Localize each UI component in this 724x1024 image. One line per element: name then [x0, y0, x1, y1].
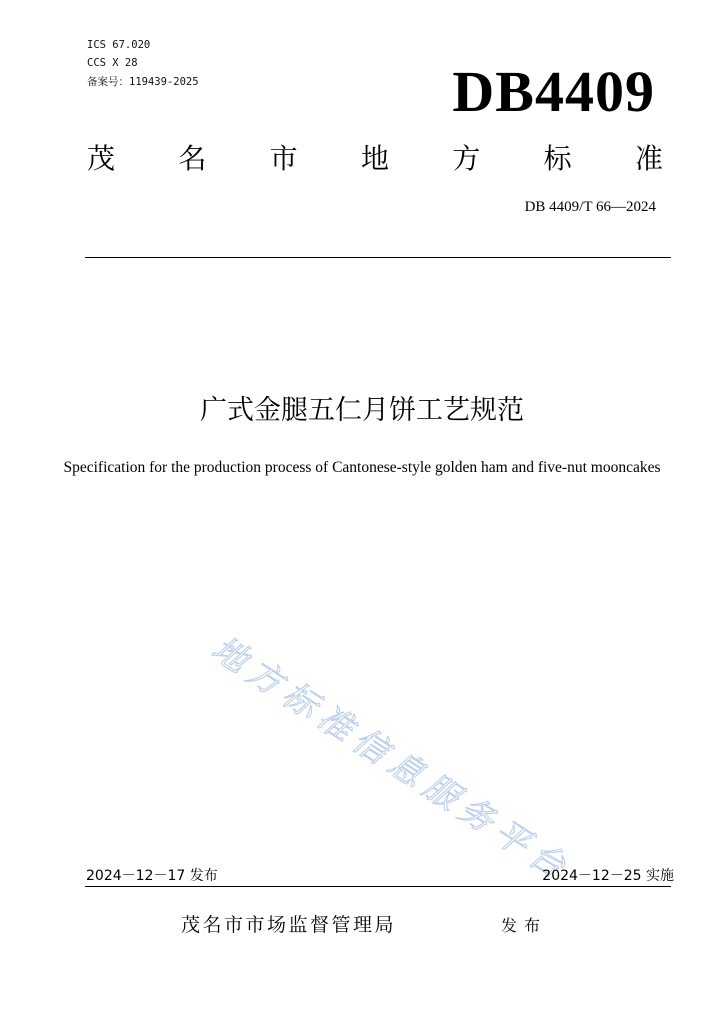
footer-divider — [85, 886, 671, 887]
standard-type-heading — [87, 140, 663, 178]
standard-type-char: 方 — [452, 142, 481, 175]
record-number: 备案号：119439-2025 — [87, 76, 199, 88]
issue-label: 发布 — [501, 916, 548, 935]
standard-code-heading: DB4409 — [452, 59, 655, 124]
standard-type-char: 准 — [634, 142, 663, 175]
standard-type-char: 茂 — [87, 142, 116, 175]
document-title-chinese: 广式金腿五仁月饼工艺规范 — [200, 395, 524, 426]
standard-type-char: 地 — [360, 142, 389, 175]
header-divider — [85, 257, 671, 258]
issue-date: 2024－12－17 发布 — [86, 868, 218, 884]
effective-date: 2024－12－25 实施 — [542, 868, 674, 884]
standard-number: DB 4409/T 66—2024 — [524, 199, 656, 215]
standard-type-char: 标 — [543, 142, 572, 175]
standard-type-char: 名 — [178, 142, 207, 175]
watermark: 地方标准信息服务平台 — [204, 628, 579, 892]
document-title-english: Specification for the production process of Cantonese-style golden ham and five-nut mooncakes — [63, 459, 661, 476]
ccs-code: CCS X 28 — [87, 57, 138, 69]
standard-type-char: 市 — [269, 142, 298, 175]
ics-code: ICS 67.020 — [87, 39, 151, 51]
issuing-authority: 茂名市市场监督管理局 — [181, 914, 397, 936]
